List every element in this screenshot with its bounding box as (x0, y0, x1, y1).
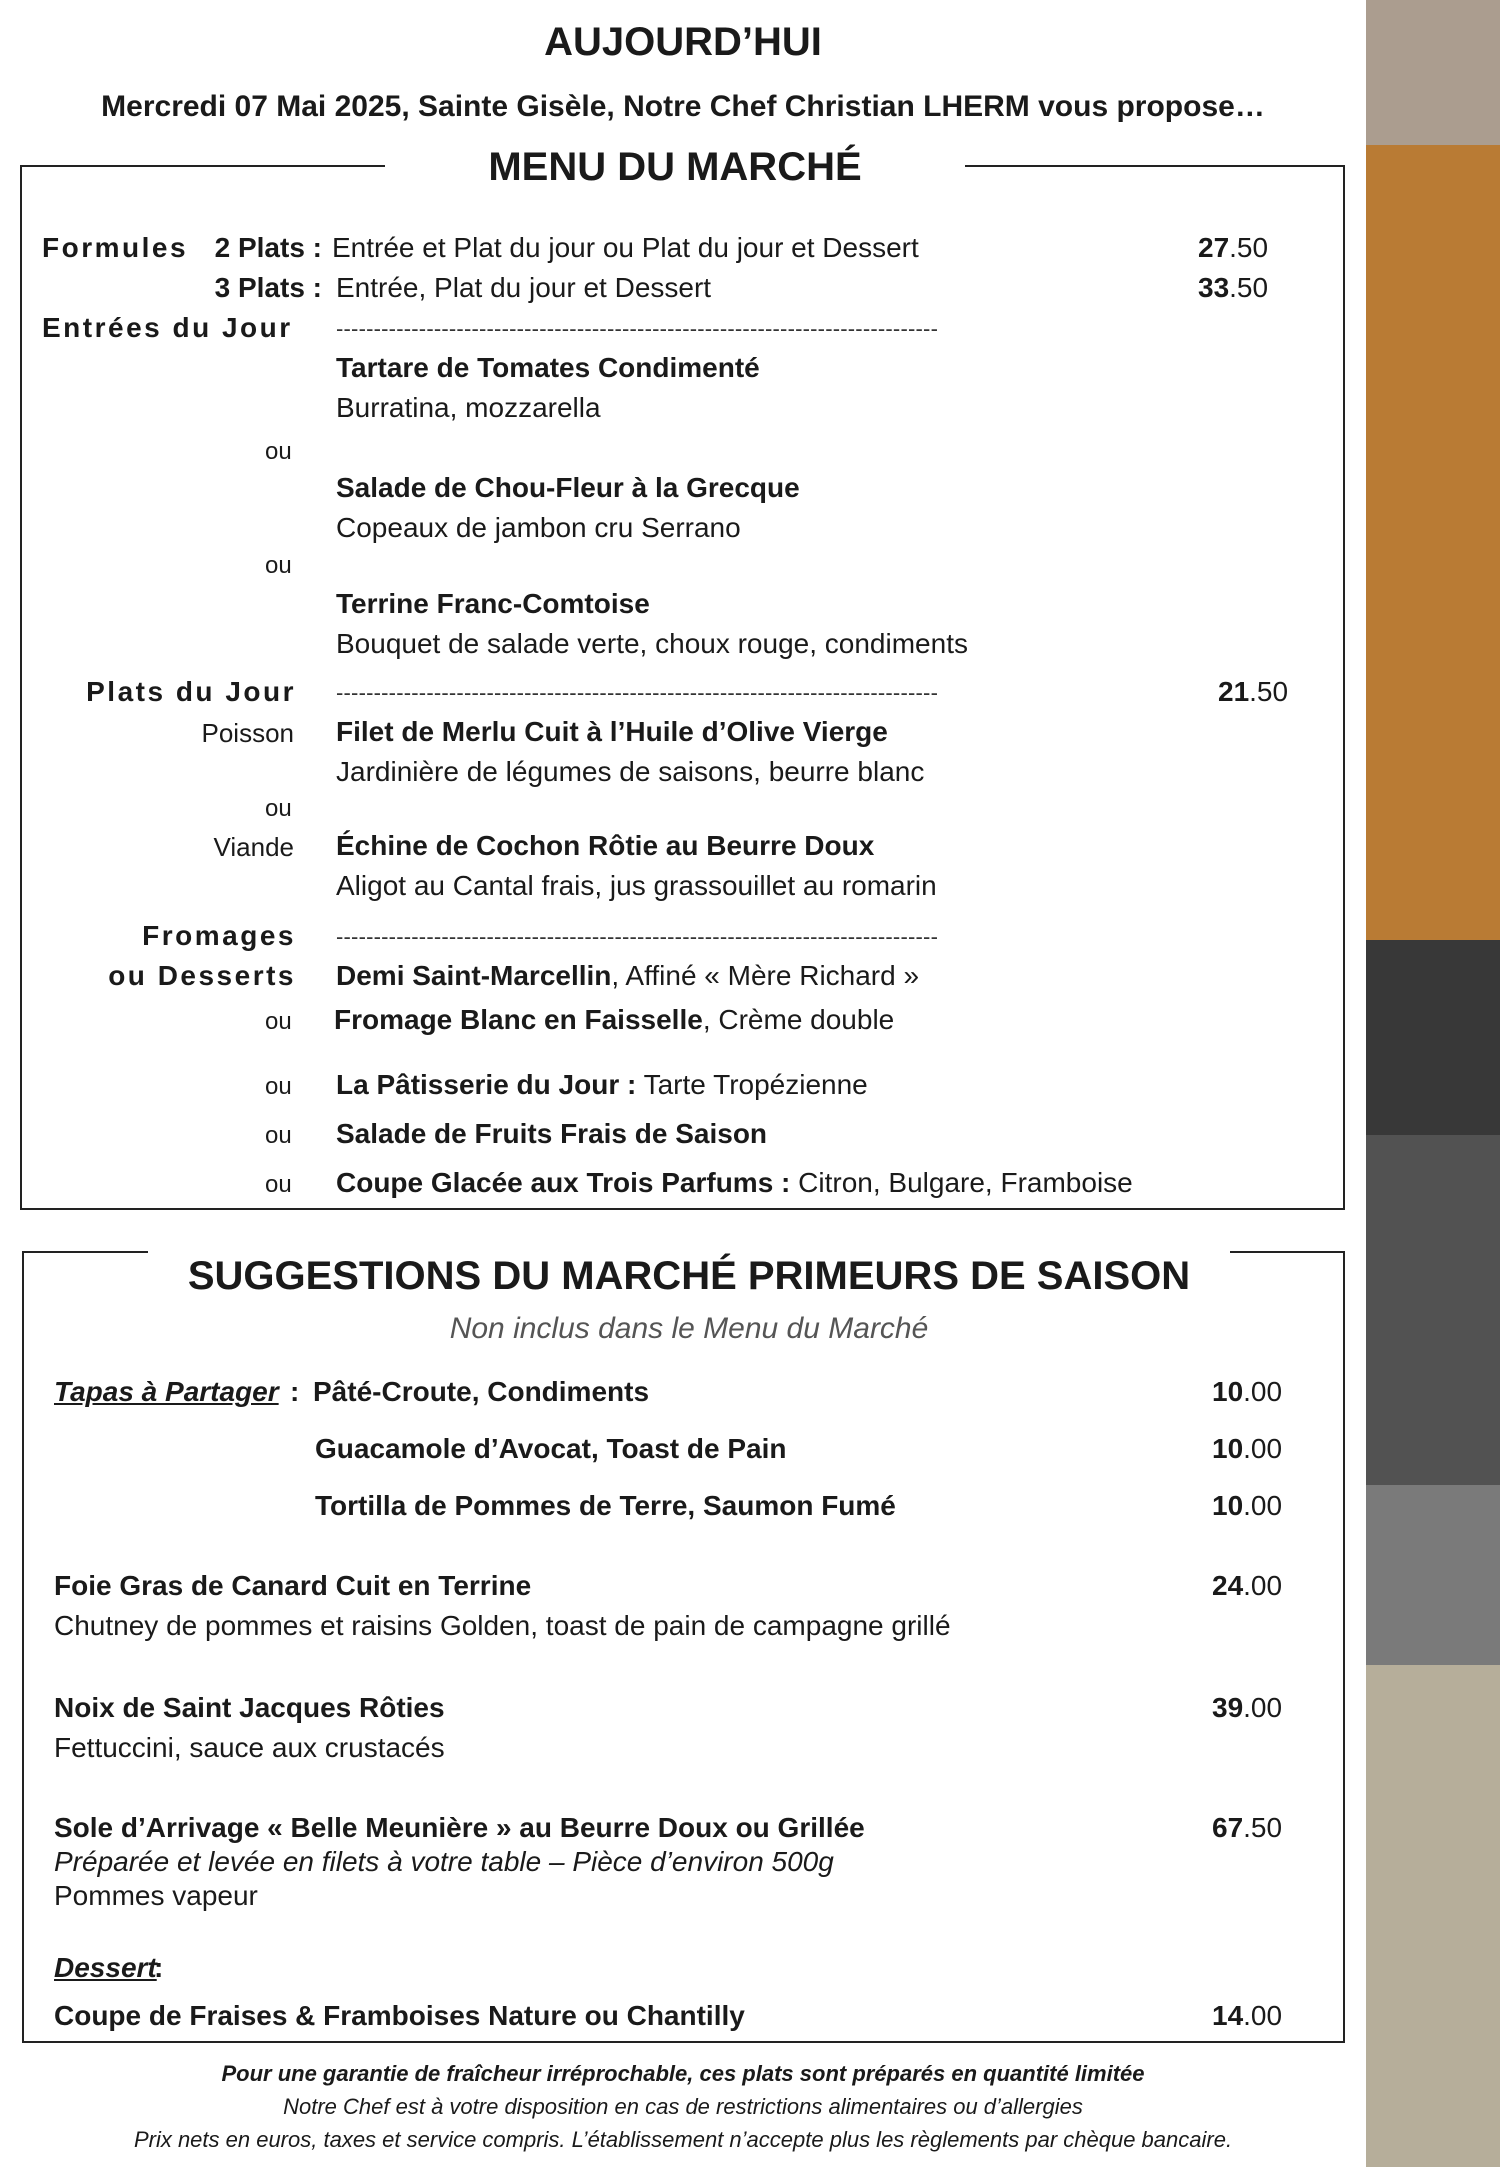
fromage-item: Demi Saint-Marcellin, Affiné « Mère Richard » (336, 960, 920, 991)
entrees-label: Entrées du Jour (42, 312, 293, 343)
plat-name: Filet de Merlu Cuit à l’Huile d’Olive Vierge (336, 716, 888, 747)
page-title: AUJOURD’HUI (544, 20, 822, 64)
tapas-colon: : (290, 1376, 300, 1407)
color-strip-dark (1366, 940, 1500, 1135)
entrees-separator: -------------------------------------------------------------------------------- (336, 316, 939, 341)
or-label: ou (265, 1073, 292, 1100)
tapas-item: Pâté-Croute, Condiments (313, 1376, 650, 1407)
dessert-item: Coupe Glacée aux Trois Parfums : Citron, Bulgare, Framboise (336, 1167, 1133, 1198)
plat-name: Échine de Cochon Rôtie au Beurre Doux (336, 830, 875, 861)
plat-kind: Viande (213, 832, 294, 862)
fromage-item: Fromage Blanc en Faisselle, Crème double (334, 1004, 895, 1035)
suggestion-desc: Pommes vapeur (54, 1880, 258, 1911)
tapas-price: 10.00 (1212, 1490, 1283, 1521)
dessert-label: Dessert (54, 1952, 157, 1983)
suggestion-name: Noix de Saint Jacques Rôties (54, 1692, 445, 1723)
plats-price: 21.50 (1218, 676, 1289, 707)
formule-price: 27.50 (1198, 232, 1269, 263)
entree-name: Salade de Chou-Fleur à la Grecque (336, 472, 800, 503)
entree-desc: Bouquet de salade verte, choux rouge, condiments (336, 628, 968, 659)
or-label: ou (265, 1171, 292, 1198)
or-label: ou (265, 438, 292, 465)
tapas-item: Guacamole d’Avocat, Toast de Pain (315, 1433, 787, 1464)
suggestion-desc: Chutney de pommes et raisins Golden, toast de pain de campagne grillé (54, 1610, 951, 1641)
tapas-item: Tortilla de Pommes de Terre, Saumon Fumé (315, 1490, 896, 1521)
plats-label: Plats du Jour (86, 676, 296, 707)
suggestion-note: Préparée et levée en filets à votre table – Pièce d’environ 500g (54, 1846, 834, 1877)
entree-name: Tartare de Tomates Condimenté (336, 352, 760, 383)
footer-line-2: Notre Chef est à votre disposition en cas de restrictions alimentaires ou d’allergies (283, 2094, 1083, 2119)
formule-price: 33.50 (1198, 272, 1269, 303)
formules-label: Formules (42, 232, 189, 263)
tapas-price: 10.00 (1212, 1433, 1283, 1464)
suggestion-desc: Fettuccini, sauce aux crustacés (54, 1732, 445, 1763)
formule-key: 2 Plats : (214, 232, 322, 263)
plat-desc: Aligot au Cantal frais, jus grassouillet au romarin (336, 870, 937, 901)
desserts-label: ou Desserts (108, 960, 296, 991)
suggestions-box (22, 1251, 1345, 2043)
formule-key: 3 Plats : (214, 272, 322, 303)
color-strip-sand (1366, 1665, 1500, 2167)
suggestion-price: 39.00 (1212, 1692, 1283, 1723)
footer-line-1: Pour une garantie de fraîcheur irréprochable, ces plats sont préparés en quantité limitée (221, 2061, 1145, 2086)
entree-desc: Burratina, mozzarella (336, 392, 601, 423)
suggestions-subtitle: Non inclus dans le Menu du Marché (449, 1312, 929, 1345)
or-label: ou (265, 795, 292, 822)
dessert-name: Coupe de Fraises & Framboises Nature ou Chantilly (54, 2000, 745, 2031)
entree-name: Terrine Franc-Comtoise (336, 588, 650, 619)
plats-separator: -------------------------------------------------------------------------------- (336, 680, 939, 705)
fromages-separator: -------------------------------------------------------------------------------- (336, 924, 939, 949)
dessert-colon: : (154, 1952, 164, 1983)
menu-title: MENU DU MARCHÉ (488, 145, 862, 189)
footer-line-3: Prix nets en euros, taxes et service compris. L’établissement n’accepte plus les règlements par chèque bancaire. (133, 2127, 1233, 2152)
formule-desc: Entrée et Plat du jour ou Plat du jour et Dessert (332, 232, 919, 263)
color-strip-taupe (1366, 0, 1500, 145)
suggestion-name: Sole d’Arrivage « Belle Meunière » au Beurre Doux ou Grillée (54, 1812, 865, 1843)
suggestions-title: SUGGESTIONS DU MARCHÉ PRIMEURS DE SAISON (187, 1254, 1191, 1298)
tapas-label: Tapas à Partager (54, 1376, 279, 1407)
suggestion-price: 67.50 (1212, 1812, 1283, 1843)
suggestion-price: 24.00 (1212, 1570, 1283, 1601)
dessert-item: Salade de Fruits Frais de Saison (336, 1118, 768, 1149)
or-label: ou (265, 1008, 292, 1035)
plat-desc: Jardinière de légumes de saisons, beurre blanc (336, 756, 925, 787)
color-strip-ochre (1366, 145, 1500, 940)
formule-desc: Entrée, Plat du jour et Dessert (336, 272, 712, 303)
fromages-label: Fromages (142, 920, 296, 951)
tapas-price: 10.00 (1212, 1376, 1283, 1407)
color-strip-charcoal (1366, 1135, 1500, 1485)
plat-kind: Poisson (201, 718, 294, 748)
suggestion-name: Foie Gras de Canard Cuit en Terrine (54, 1570, 532, 1601)
or-label: ou (265, 552, 292, 579)
or-label: ou (265, 1122, 292, 1149)
dessert-price: 14.00 (1212, 2000, 1283, 2031)
entree-desc: Copeaux de jambon cru Serrano (336, 512, 741, 543)
dessert-item: La Pâtisserie du Jour : Tarte Tropézienne (336, 1069, 868, 1100)
page-subtitle: Mercredi 07 Mai 2025, Sainte Gisèle, Notre Chef Christian LHERM vous propose… (101, 90, 1265, 123)
color-strip-gray (1366, 1485, 1500, 1665)
